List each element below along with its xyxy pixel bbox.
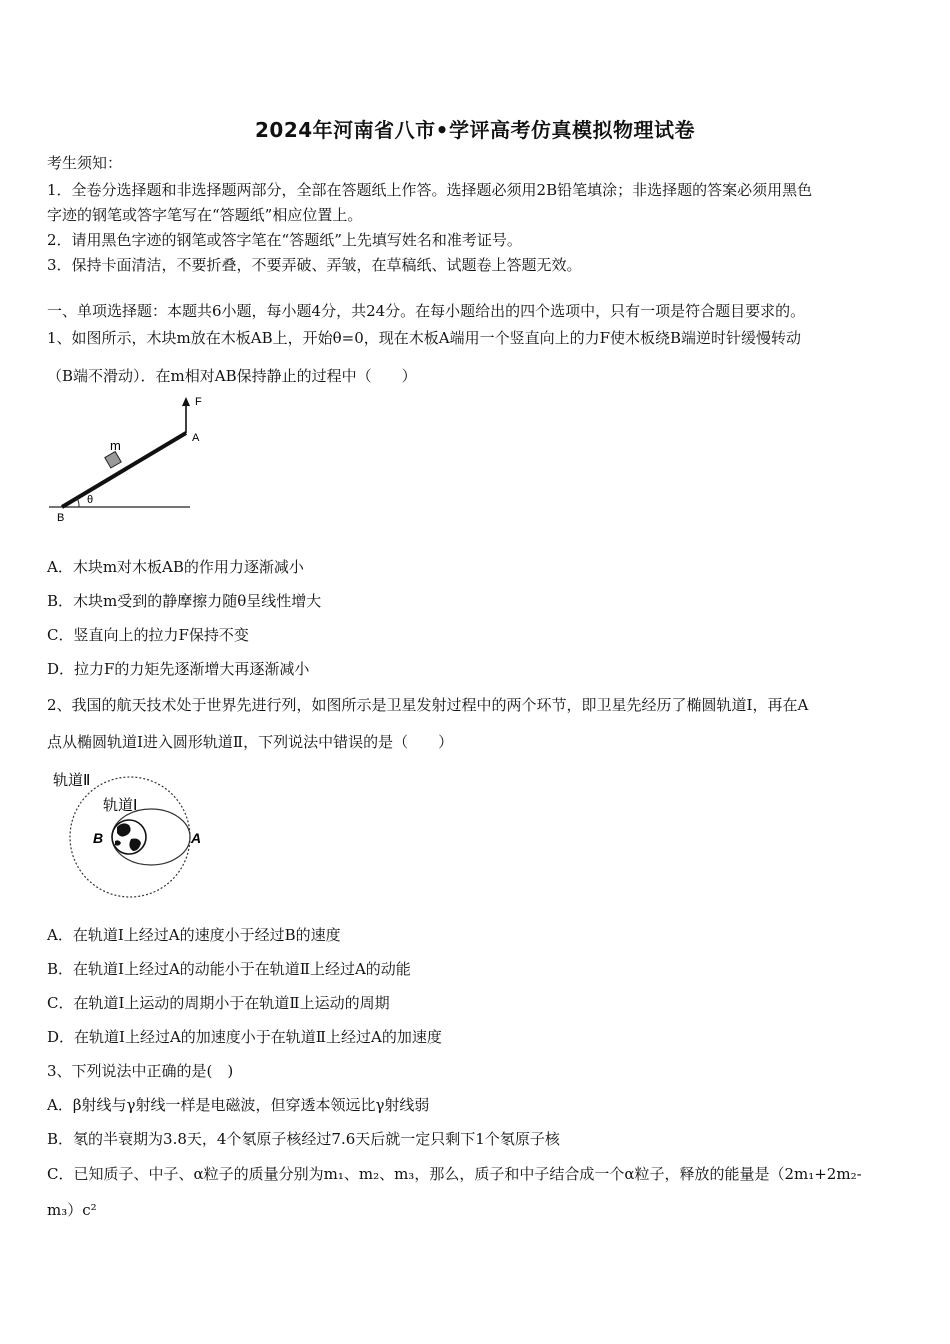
- label-a: A: [192, 432, 200, 444]
- q2-option: C．在轨道Ⅰ上运动的周期小于在轨道Ⅱ上运动的周期: [47, 994, 390, 1012]
- q1-incline-figure: [45, 395, 205, 525]
- q3-option: B．氡的半衰期为3.8天，4个氡原子核经过7.6天后就一定只剩下1个氡原子核: [47, 1130, 560, 1148]
- q1-option: B．木块m受到的静摩擦力随θ呈线性增大: [47, 592, 322, 610]
- q2-orbit-figure: [45, 765, 215, 905]
- q2-option: D．在轨道Ⅰ上经过A的加速度小于在轨道Ⅱ上经过A的加速度: [47, 1028, 442, 1046]
- notice-item: 2．请用黑色字迹的钢笔或答字笔在“答题纸”上先填写姓名和准考证号。: [47, 231, 522, 249]
- q1-option: C．竖直向上的拉力F保持不变: [47, 626, 249, 644]
- q3-option-continued: m₃）c²: [47, 1201, 97, 1219]
- notice-item: 1．全卷分选择题和非选择题两部分，全部在答题纸上作答。选择题必须用2B铅笔填涂；非选择题的答案必须用黑色: [47, 181, 813, 199]
- block-m: [105, 452, 121, 468]
- q2-option: A．在轨道Ⅰ上经过A的速度小于经过B的速度: [47, 926, 341, 944]
- notice-item: 字迹的钢笔或答字笔写在“答题纸”相应位置上。: [47, 206, 363, 224]
- board-ab: [62, 433, 186, 507]
- notice-heading: 考生须知：: [47, 154, 123, 172]
- label-orbit-i: 轨道Ⅰ: [103, 797, 138, 814]
- page-title: 2024年河南省八市•学评高考仿真模拟物理试卷: [255, 118, 695, 142]
- label-f: F: [195, 396, 202, 408]
- q1-option: A．木块m对木板AB的作用力逐渐减小: [47, 558, 304, 576]
- q1-stem: 1、如图所示，木块m放在木板AB上，开始θ=0，现在木板A端用一个竖直向上的力F使木板绕B端逆时针缓慢转动: [47, 329, 802, 347]
- label-a: A: [191, 830, 202, 846]
- q2-option: B．在轨道Ⅰ上经过A的动能小于在轨道Ⅱ上经过A的动能: [47, 960, 411, 978]
- label-theta: θ: [87, 494, 94, 506]
- notice-item: 3．保持卡面清洁，不要折叠，不要弄破、弄皱，在草稿纸、试题卷上答题无效。: [47, 256, 582, 274]
- q3-stem: 3、下列说法中正确的是( ): [47, 1062, 234, 1080]
- arrow-head-icon: [182, 397, 190, 406]
- q3-option: A．β射线与γ射线一样是电磁波，但穿透本领远比γ射线弱: [47, 1096, 430, 1114]
- label-m: m: [110, 438, 121, 453]
- q2-stem: 点从椭圆轨道Ⅰ进入圆形轨道Ⅱ，下列说法中错误的是（ ）: [47, 733, 454, 751]
- q3-option: C．已知质子、中子、α粒子的质量分别为m₁、m₂、m₃，那么，质子和中子结合成一个α粒子，释放的能量是（2m₁+2m₂-: [47, 1165, 862, 1183]
- q1-option: D．拉力F的力矩先逐渐增大再逐渐减小: [47, 660, 310, 678]
- section-heading: 一、单项选择题：本题共6小题，每小题4分，共24分。在每小题给出的四个选项中，只有一项是符合题目要求的。: [47, 302, 806, 320]
- label-orbit-ii: 轨道Ⅱ: [53, 772, 91, 789]
- q2-stem: 2、我国的航天技术处于世界先进行列，如图所示是卫星发射过程中的两个环节，即卫星先经历了椭圆轨道Ⅰ，再在A: [47, 696, 809, 714]
- label-b: B: [93, 830, 104, 846]
- label-b: B: [57, 512, 65, 524]
- q1-stem: （B端不滑动）．在m相对AB保持静止的过程中（ ）: [47, 367, 417, 385]
